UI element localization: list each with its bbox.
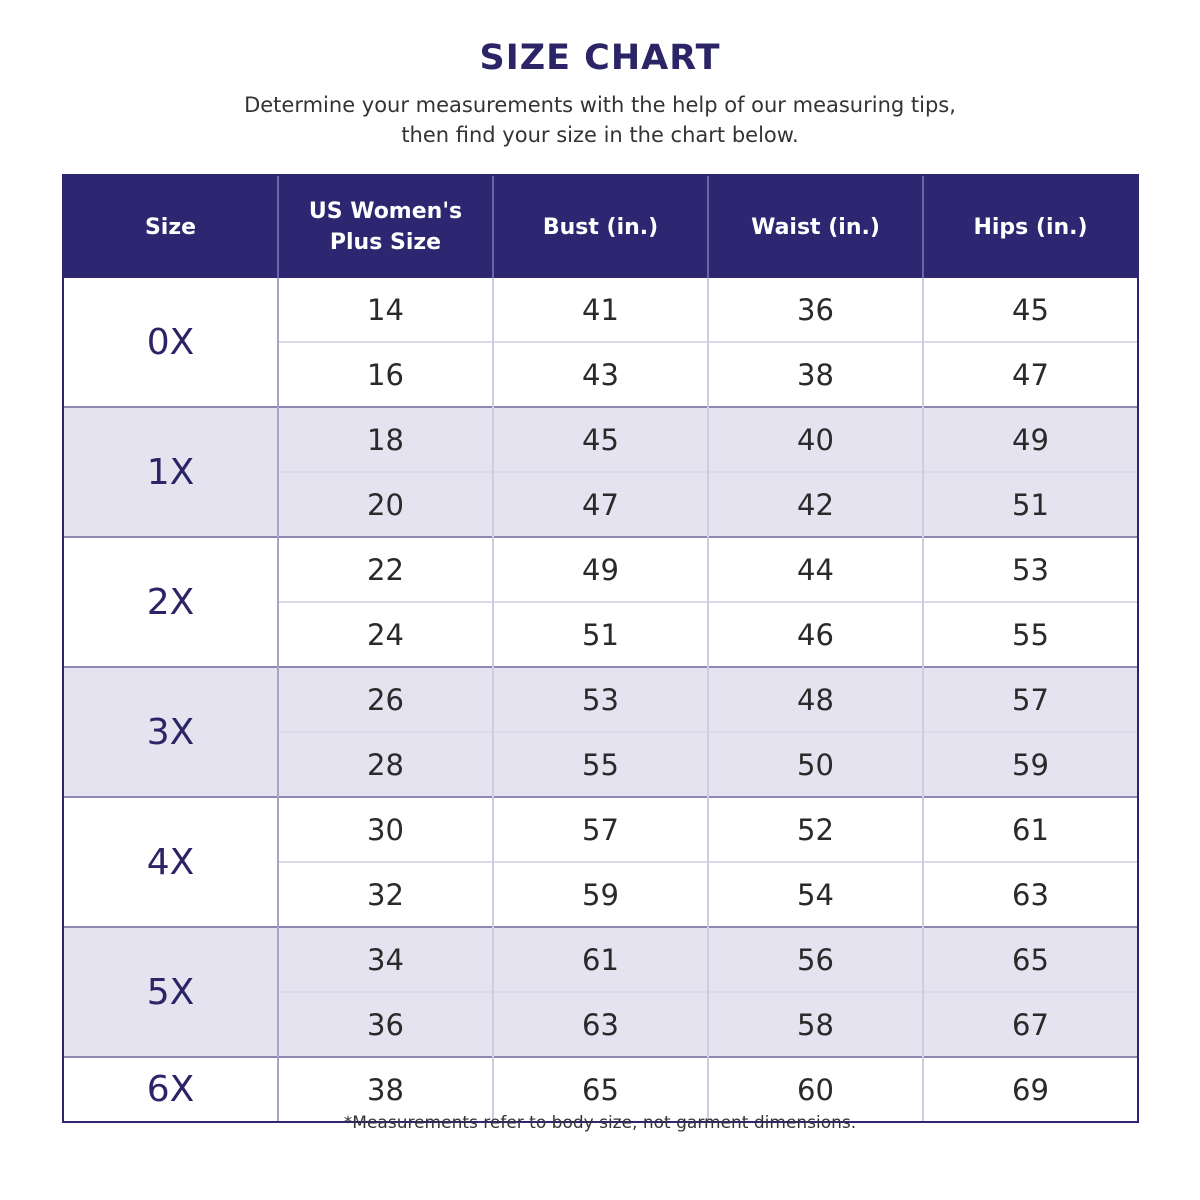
bust-cell: 61 bbox=[493, 927, 708, 992]
bust-cell: 63 bbox=[493, 992, 708, 1057]
waist-cell: 44 bbox=[708, 537, 923, 602]
waist-cell: 46 bbox=[708, 602, 923, 667]
bust-cell: 57 bbox=[493, 797, 708, 862]
hips-cell: 45 bbox=[923, 278, 1137, 342]
size-label-cell: 4X bbox=[64, 797, 278, 927]
hips-cell: 65 bbox=[923, 927, 1137, 992]
column-header-us-size: US Women's Plus Size bbox=[278, 176, 493, 278]
hips-cell: 49 bbox=[923, 407, 1137, 472]
page-title: SIZE CHART bbox=[479, 38, 721, 78]
us-size-cell: 34 bbox=[278, 927, 493, 992]
hips-cell: 51 bbox=[923, 472, 1137, 537]
bust-cell: 41 bbox=[493, 278, 708, 342]
table-row bbox=[64, 667, 1137, 732]
table-row bbox=[64, 407, 1137, 472]
hips-cell: 59 bbox=[923, 732, 1137, 797]
size-chart-table-wrapper bbox=[62, 174, 1139, 1123]
table-row bbox=[64, 537, 1137, 602]
size-chart-table bbox=[64, 176, 1137, 1121]
size-label-cell: 3X bbox=[64, 667, 278, 797]
hips-cell: 47 bbox=[923, 342, 1137, 407]
waist-cell: 42 bbox=[708, 472, 923, 537]
bust-cell: 53 bbox=[493, 667, 708, 732]
us-size-cell: 28 bbox=[278, 732, 493, 797]
hips-cell: 61 bbox=[923, 797, 1137, 862]
column-header-bust: Bust (in.) bbox=[493, 176, 708, 278]
us-size-cell: 30 bbox=[278, 797, 493, 862]
subtitle bbox=[150, 90, 1050, 150]
us-size-cell: 38 bbox=[278, 1057, 493, 1121]
table-row bbox=[64, 797, 1137, 862]
us-size-cell: 18 bbox=[278, 407, 493, 472]
us-size-cell: 20 bbox=[278, 472, 493, 537]
us-size-cell: 14 bbox=[278, 278, 493, 342]
hips-cell: 67 bbox=[923, 992, 1137, 1057]
waist-cell: 38 bbox=[708, 342, 923, 407]
hips-cell: 57 bbox=[923, 667, 1137, 732]
bust-cell: 43 bbox=[493, 342, 708, 407]
us-size-cell: 26 bbox=[278, 667, 493, 732]
bust-cell: 51 bbox=[493, 602, 708, 667]
subtitle-line: Determine your measurements with the help of our measuring tips, bbox=[244, 93, 956, 117]
waist-cell: 56 bbox=[708, 927, 923, 992]
table-row bbox=[64, 278, 1137, 342]
waist-cell: 40 bbox=[708, 407, 923, 472]
waist-cell: 36 bbox=[708, 278, 923, 342]
waist-cell: 48 bbox=[708, 667, 923, 732]
bust-cell: 45 bbox=[493, 407, 708, 472]
table-row bbox=[64, 927, 1137, 992]
hips-cell: 69 bbox=[923, 1057, 1137, 1121]
waist-cell: 54 bbox=[708, 862, 923, 927]
waist-cell: 60 bbox=[708, 1057, 923, 1121]
column-header-size: Size bbox=[64, 176, 278, 278]
us-size-cell: 22 bbox=[278, 537, 493, 602]
size-label-cell: 0X bbox=[64, 278, 278, 407]
hips-cell: 53 bbox=[923, 537, 1137, 602]
size-label-cell: 2X bbox=[64, 537, 278, 667]
bust-cell: 59 bbox=[493, 862, 708, 927]
us-size-cell: 16 bbox=[278, 342, 493, 407]
bust-cell: 65 bbox=[493, 1057, 708, 1121]
hips-cell: 55 bbox=[923, 602, 1137, 667]
bust-cell: 55 bbox=[493, 732, 708, 797]
table-body bbox=[64, 278, 1137, 1121]
table-header bbox=[64, 176, 1137, 278]
column-header-waist: Waist (in.) bbox=[708, 176, 923, 278]
size-label-cell: 5X bbox=[64, 927, 278, 1057]
us-size-cell: 32 bbox=[278, 862, 493, 927]
bust-cell: 49 bbox=[493, 537, 708, 602]
us-size-cell: 24 bbox=[278, 602, 493, 667]
bust-cell: 47 bbox=[493, 472, 708, 537]
waist-cell: 50 bbox=[708, 732, 923, 797]
footnote: *Measurements refer to body size, not garment dimensions. bbox=[343, 1113, 857, 1133]
size-label-cell: 6X bbox=[64, 1057, 278, 1121]
header-row bbox=[64, 176, 1137, 278]
waist-cell: 52 bbox=[708, 797, 923, 862]
subtitle-line: then find your size in the chart below. bbox=[401, 123, 799, 147]
size-label-cell: 1X bbox=[64, 407, 278, 537]
us-size-cell: 36 bbox=[278, 992, 493, 1057]
waist-cell: 58 bbox=[708, 992, 923, 1057]
column-header-hips: Hips (in.) bbox=[923, 176, 1137, 278]
hips-cell: 63 bbox=[923, 862, 1137, 927]
table-row bbox=[64, 1057, 1137, 1121]
